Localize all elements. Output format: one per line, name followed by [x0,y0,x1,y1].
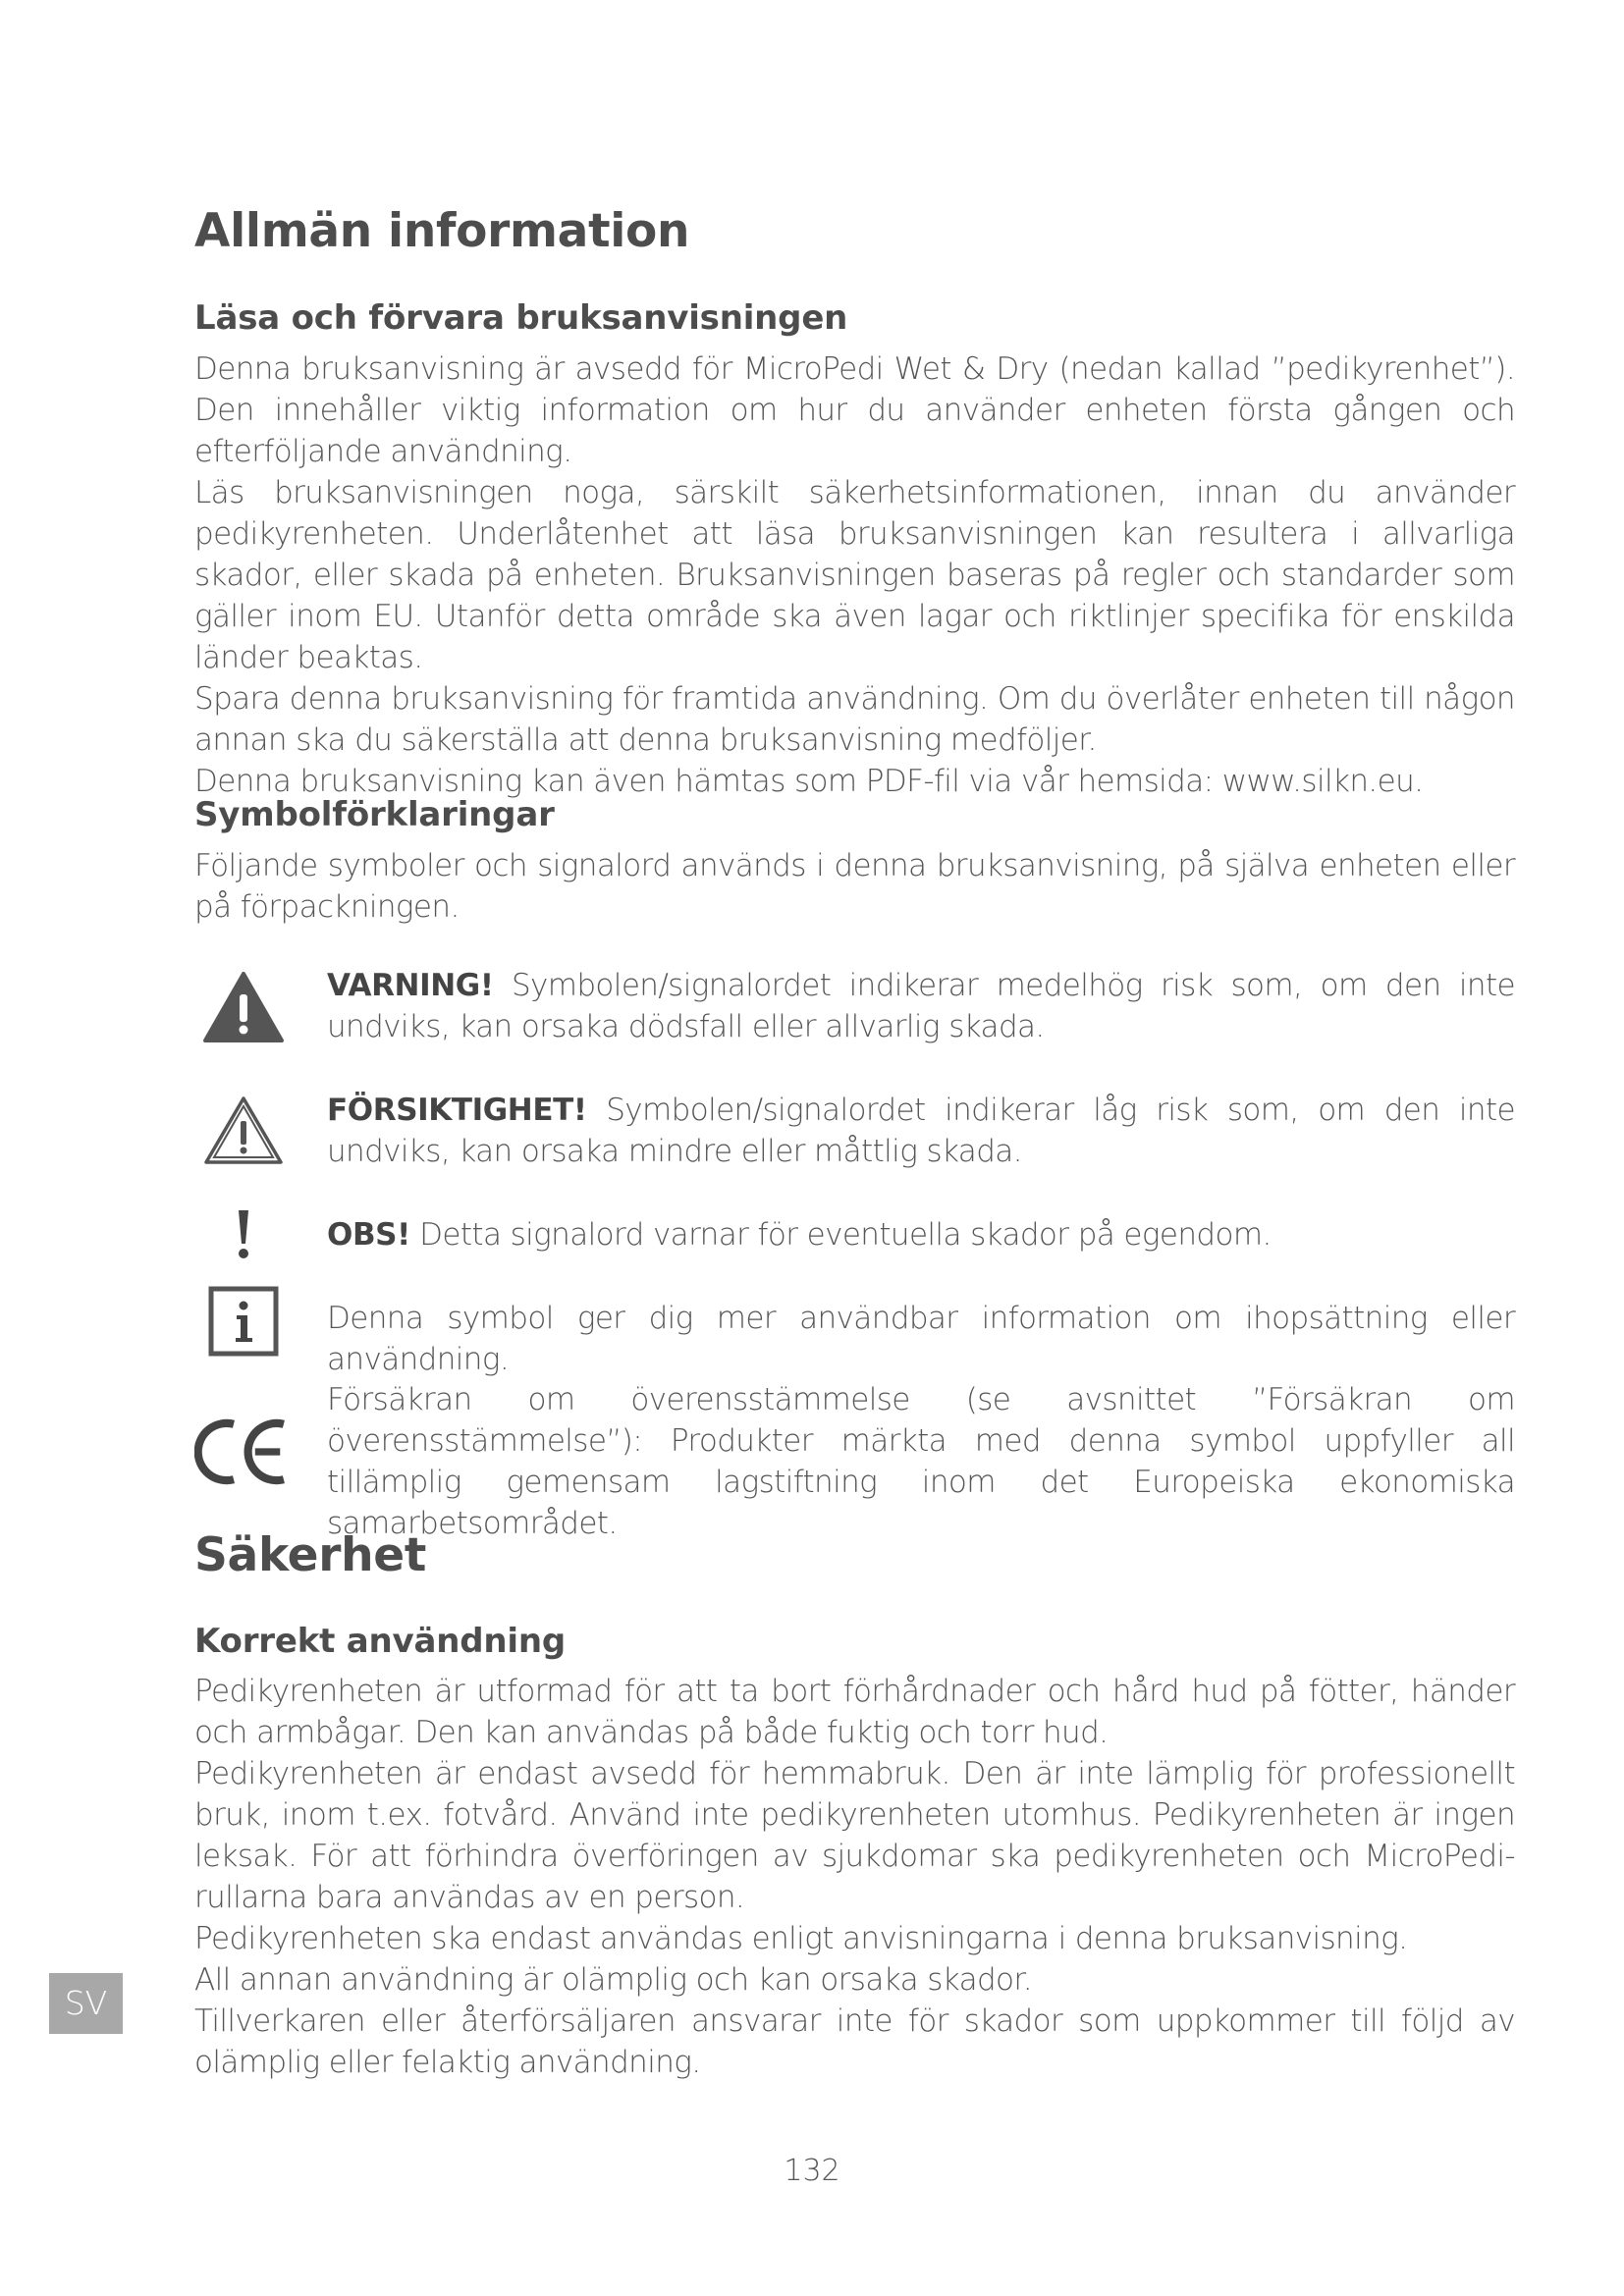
paragraph: Tillverkaren eller återförsäljaren ansvarar inte för skador som uppkommer till följd av olämplig eller felaktig användning. [194,2003,1515,2080]
warning-filled-icon [194,971,293,1043]
subsection-title-symbols: Symbolförklaringar [194,795,555,834]
ce-mark-icon [194,1414,293,1490]
section-title-general-info: Allmän information [194,204,690,258]
paragraph: Denna bruksanvisning kan även hämtas som PDF-fil via vår hemsida: www.silkn.eu. [194,764,1424,799]
symbol-description [327,1214,1515,1255]
paragraph: Pedikyrenheten är utformad för att ta bort förhårdnader och hård hud på fötter, händer och armbågar. Den kan användas på både fuktig och torr hud. [194,1674,1515,1750]
subsection-title-read-store: Läsa och förvara bruksanvisningen [194,298,848,338]
paragraph: Läs bruksanvisningen noga, särskilt säkerhetsinformationen, innan du använder pedikyrenheten. Underlåtenhet att läsa bruksanvisningen kan resultera i allvarliga skador, eller skada på enheten. Bruksanvisningen baseras på regler och standarder som gäller inom EU. Utanför detta område ska även lagar och riktlinjer specifika för enskilda länder beaktas. [194,475,1515,675]
signal-word-notice: OBS! [327,1217,410,1253]
paragraph: Pedikyrenheten ska endast användas enligt anvisningarna i denna bruksanvisning. [194,1921,1408,1956]
language-tab: SV [49,1973,123,2034]
paragraph: Spara denna bruksanvisning för framtida användning. Om du överlåter enheten till någon annan ska du säkerställa att denna bruksanvisning medföljer. [194,681,1515,758]
section-title-safety: Säkerhet [194,1528,427,1582]
symbol-text: Symbolen/signalordet indikerar låg risk som, om den inte undviks, kan orsaka mindre eller måttlig skada. [327,1093,1515,1169]
exclamation-icon [194,1206,293,1261]
symbol-description [327,1090,1515,1172]
signal-word-warning: VARNING! [327,968,494,1003]
info-icon [194,1286,293,1357]
signal-word-caution: FÖRSIKTIGHET! [327,1093,587,1128]
subsection-title-correct-use: Korrekt användning [194,1622,567,1661]
symbol-text: Detta signalord varnar för eventuella skador på egendom. [409,1217,1272,1253]
paragraph: Följande symboler och signalord används i denna bruksanvisning, på själva enheten eller på förpackningen. [194,848,1515,925]
correct-use-text [194,1671,1515,2083]
caution-outline-icon [194,1094,293,1166]
symbol-description [327,1379,1515,1544]
read-store-text [194,348,1515,802]
symbols-intro [194,845,1515,928]
paragraph: Denna bruksanvisning är avsedd för MicroPedi Wet & Dry (nedan kallad ”pedikyrenhet”). Den innehåller viktig information om hur du använder enheten första gången och efterföljande användning. [194,351,1515,469]
paragraph: All annan användning är olämplig och kan orsaka skador. [194,1962,1032,1998]
page-number: 132 [784,2154,840,2188]
symbol-text: Försäkran om överensstämmelse (se avsnittet ”Försäkran om överensstämmelse”): Produkter märkta med denna symbol uppfyller all tillämplig gemensam lagstiftning inom det Europeiska ekonomiska samarbetsområdet. [327,1382,1515,1541]
symbol-text: Symbolen/signalordet indikerar medelhög risk som, om den inte undviks, kan orsaka dödsfall eller allvarlig skada. [327,968,1515,1044]
symbol-text: Denna symbol ger dig mer användbar information om ihopsättning eller användning. [327,1301,1515,1377]
paragraph: Pedikyrenheten är endast avsedd för hemmabruk. Den är inte lämplig för professionellt bruk, inom t.ex. fotvård. Använd inte pedikyrenheten utomhus. Pedikyrenheten är ingen leksak. För att förhindra överföringen av sjukdomar ska pedikyrenheten och MicroPedi-rullarna bara användas av en person. [194,1756,1515,1915]
symbol-description [327,965,1515,1047]
symbol-description [327,1298,1515,1380]
